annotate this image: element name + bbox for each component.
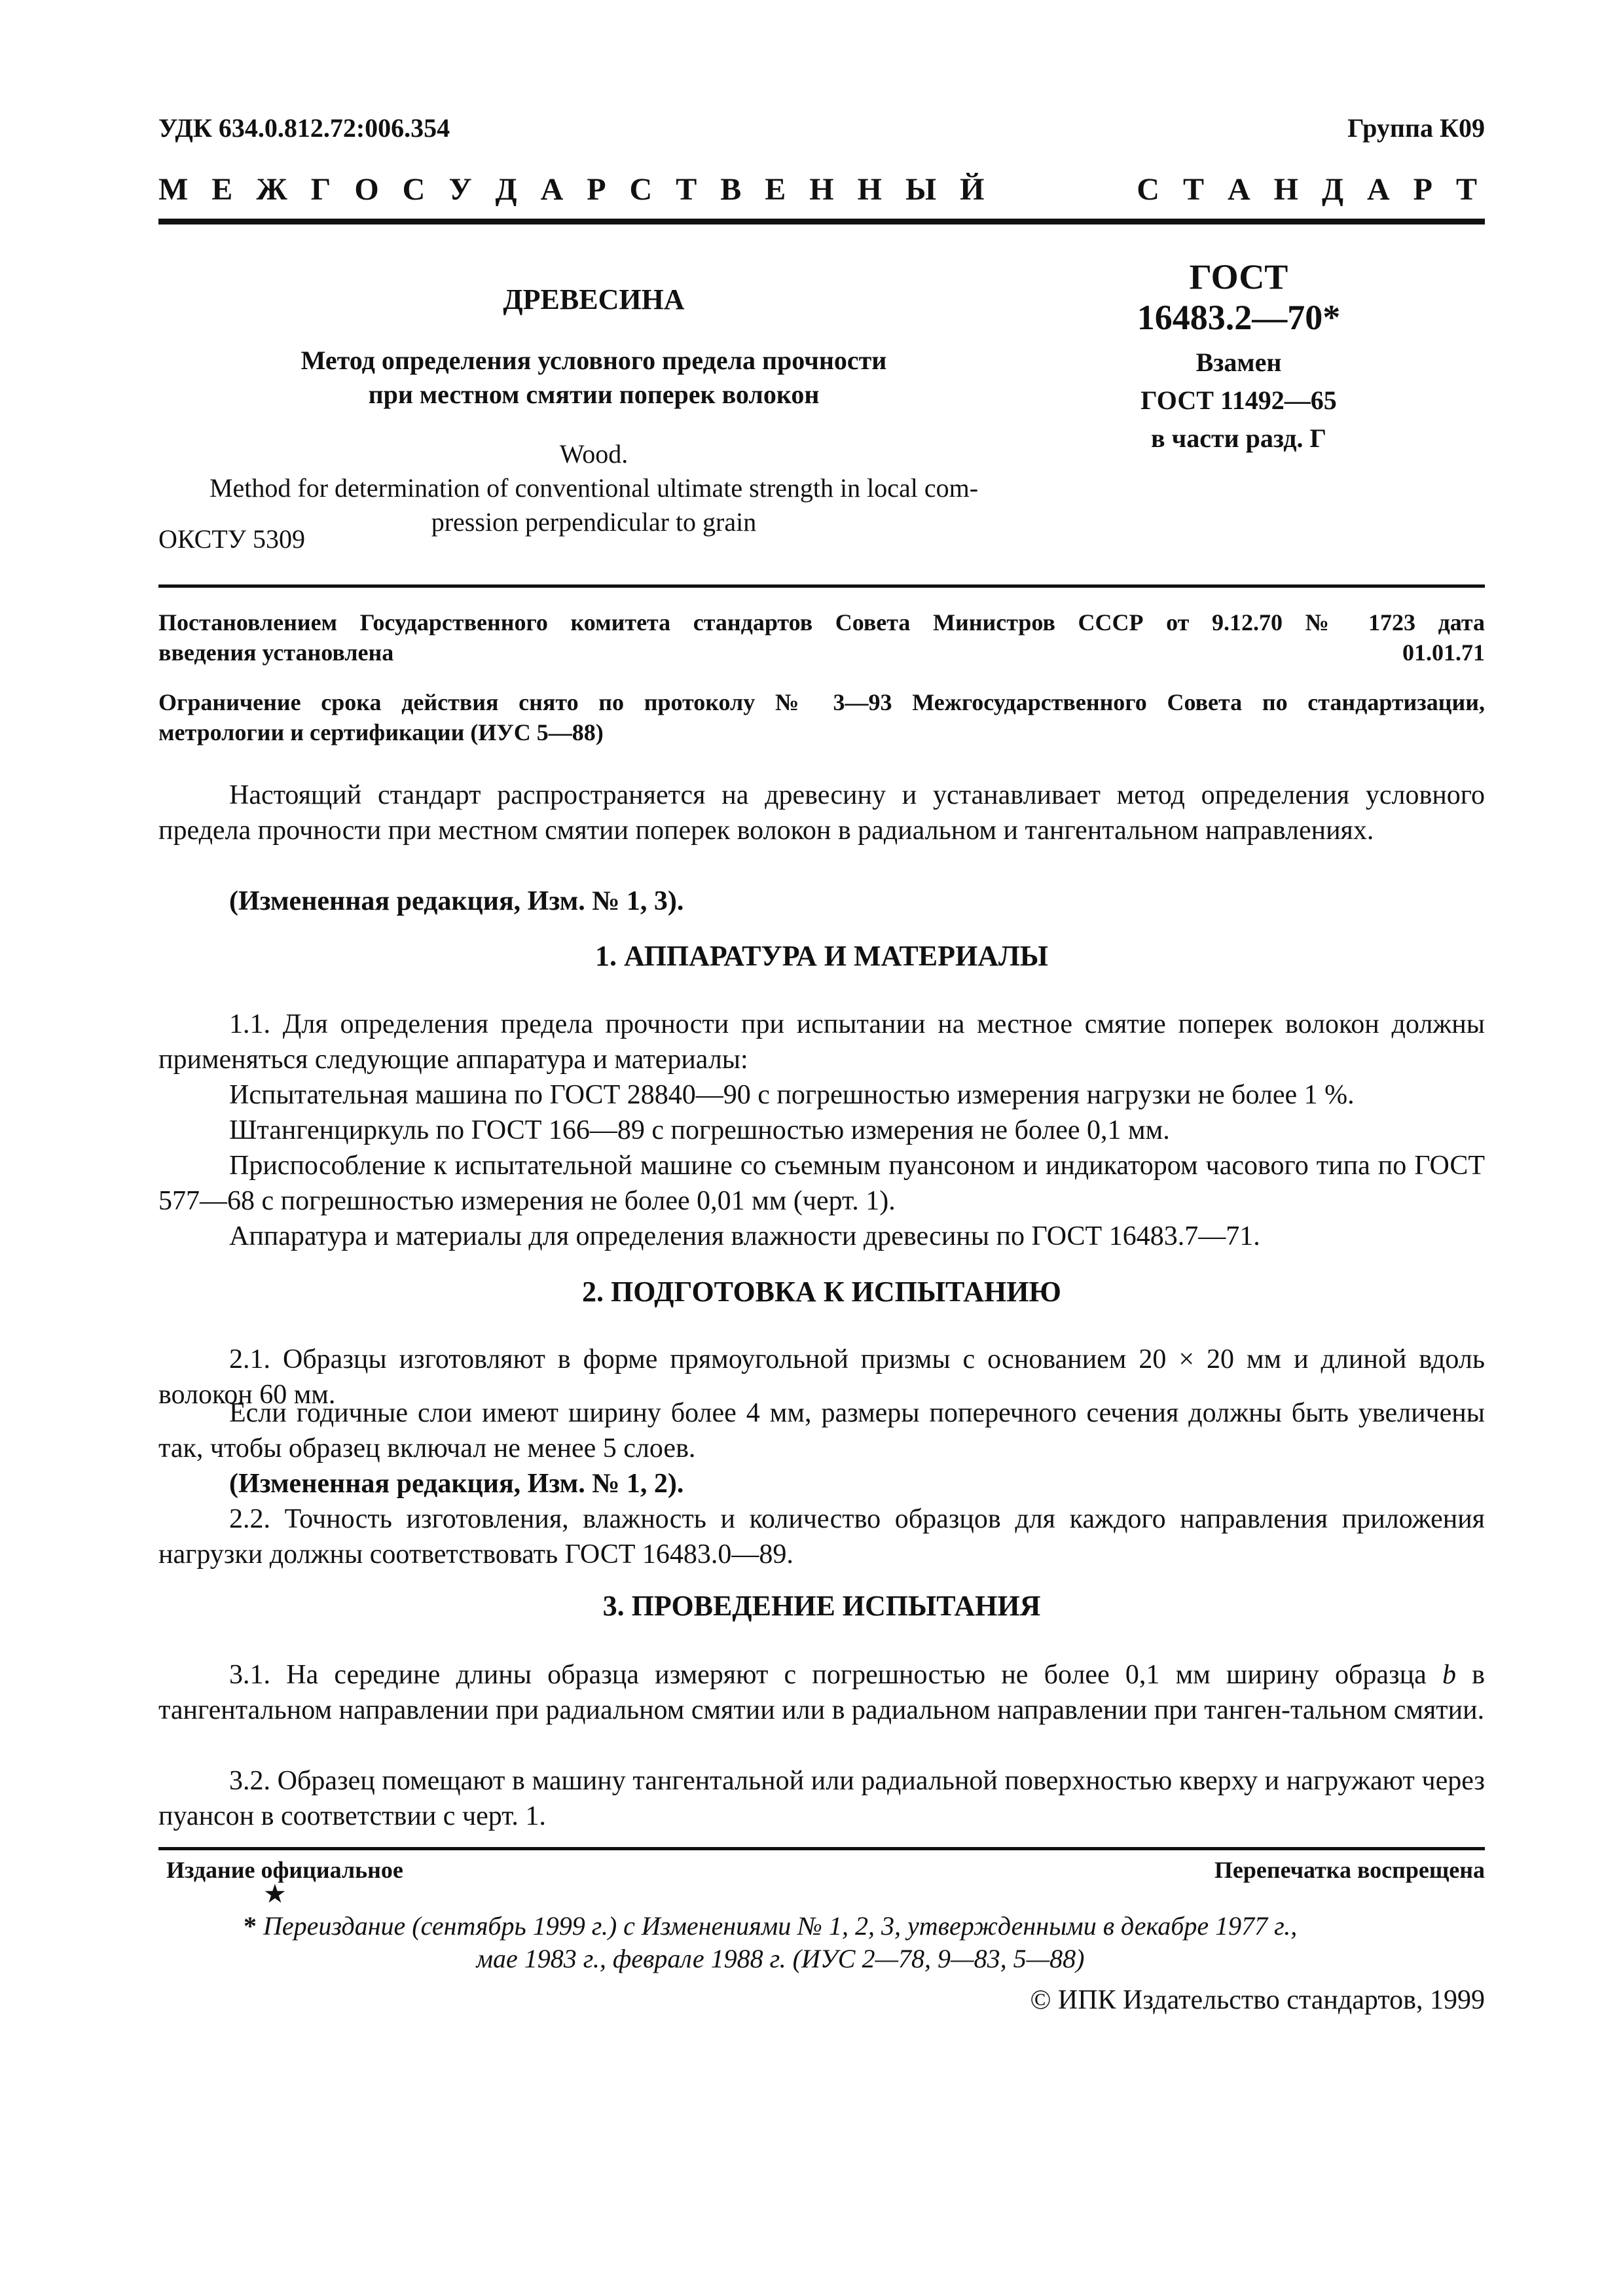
decree-line-1: Постановлением Государственного комитета стандартов Совета Министров СССР от 9.12.70 № 1723 дата xyxy=(158,609,1485,636)
section-1-1-paragraph: 1.1. Для определения предела прочности при испытании на местное смятие поперек волокон должны применяться следующие аппаратура и материалы: xyxy=(158,1009,1485,1075)
decree xyxy=(158,607,1485,668)
decree-line-2: введения установлена xyxy=(158,639,394,666)
section-3-1-paragraph xyxy=(158,1657,1485,1728)
section-1-moisture-equipment: Аппаратура и материалы для определения влажности древесины по ГОСТ 16483.7—71. xyxy=(229,1221,1260,1251)
subtitle-line-2: при местном смятии поперек волокон xyxy=(368,380,820,409)
gost-label: ГОСТ xyxy=(1189,257,1288,296)
section-2-1-paragraph: 2.1. Образцы изготовляют в форме прямоугольной призмы с основанием 20 × 20 мм и длиной вдоль волокон 60 мм. xyxy=(158,1344,1485,1410)
section-1-caliper: Штангенциркуль по ГОСТ 166—89 с погрешностью измерения не более 0,1 мм. xyxy=(229,1115,1170,1145)
section-1-heading: 1. АППАРАТУРА И МАТЕРИАЛЫ xyxy=(595,940,1048,972)
limitation-note xyxy=(158,687,1485,747)
banner-rule xyxy=(158,219,1485,224)
section-2-revision-note: (Измененная редакция, Изм. № 1, 2). xyxy=(229,1469,684,1499)
copyright-notice: © ИПК Издательство стандартов, 1999 xyxy=(1030,1985,1485,2015)
section-1-fixture: Приспособление к испытательной машине со съемным пуансоном и индикатором часового типа по ГОСТ 577—68 с погрешностью измерения не более 0,01 мм (черт. 1). xyxy=(158,1151,1485,1216)
section-1-testing-machine: Испытательная машина по ГОСТ 28840—90 с погрешностью измерения нагрузки не более 1 %. xyxy=(229,1080,1355,1110)
intro-paragraph: Настоящий стандарт распространяется на древесину и устанавливает метод определения условного предела прочности при местном смятии поперек волокон в радиальном и тангентальном направлениях. xyxy=(158,780,1485,846)
group-code: Группа К09 xyxy=(1347,113,1485,143)
intro-revision-note: (Измененная редакция, Изм. № 1, 3). xyxy=(229,886,684,916)
document-page xyxy=(158,0,1485,2296)
english-title-line-1: Wood. xyxy=(559,439,629,469)
gost-number: 16483.2—70* xyxy=(1137,298,1341,337)
section-3-1-text-b: в тангентальном направлении при радиальном смятии или в радиальном направлении при танген-тальном смятии. xyxy=(158,1660,1485,1725)
official-edition: Издание официальное xyxy=(166,1857,403,1883)
banner-standard: С Т А Н Д А Р Т xyxy=(1137,172,1485,207)
gost-replaces-label: Взамен xyxy=(1195,348,1282,377)
section-3-heading: 3. ПРОВЕДЕНИЕ ИСПЫТАНИЯ xyxy=(602,1590,1041,1622)
gost-replaced-part: в части разд. Г xyxy=(1151,423,1326,453)
document-subtitle xyxy=(158,344,1029,412)
limitation-line-1: Ограничение срока действия снято по протоколу № 3—93 Межгосударственного Совета по стандартизации, xyxy=(158,689,1485,715)
decree-effective-date: 01.01.71 xyxy=(1402,639,1485,666)
section-2-heading: 2. ПОДГОТОВКА К ИСПЫТАНИЮ xyxy=(582,1276,1061,1308)
okstu-code: ОКСТУ 5309 xyxy=(158,524,306,554)
gost-replacement xyxy=(1075,344,1402,457)
gost-replaced-number: ГОСТ 11492—65 xyxy=(1140,386,1337,415)
limitation-line-2: метрологии и сертификации (ИУС 5—88) xyxy=(158,719,604,745)
note-asterisk: * xyxy=(244,1911,257,1941)
document-title: ДРЕВЕСИНА xyxy=(503,283,685,315)
subtitle-line-1: Метод определения условного предела прочности xyxy=(301,346,887,375)
english-title-line-2: Method for determination of conventional ultimate strength in local com- xyxy=(209,473,979,503)
section-2-growth-rings: Если годичные слои имеют ширину более 4 мм, размеры поперечного сечения должны быть увеличены так, чтобы образец включал не менее 5 слоев. xyxy=(158,1398,1485,1463)
section-3-2-paragraph: 3.2. Образец помещают в машину тангентальной или радиальной поверхностью кверху и нагружают через пуансон в соответствии с черт. 1. xyxy=(158,1766,1485,1831)
star-icon: ★ xyxy=(263,1879,287,1909)
width-variable-b: b xyxy=(1442,1660,1456,1690)
section-3-1-text-a: 3.1. На середине длины образца измеряют с погрешностью не более 0,1 мм ширину образца xyxy=(229,1660,1442,1690)
reissue-note-line-1: Переиздание (сентябрь 1999 г.) с Изменениями № 1, 2, 3, утвержденными в декабре 1977 г., xyxy=(263,1911,1298,1941)
reissue-note xyxy=(244,1910,1422,1975)
english-title-line-3: pression perpendicular to grain xyxy=(431,507,757,537)
title-rule xyxy=(158,584,1485,588)
reprint-prohibited: Перепечатка воспрещена xyxy=(1214,1857,1485,1883)
section-2-2-paragraph: 2.2. Точность изготовления, влажность и количество образцов для каждого направления приложения нагрузки должны соответствовать ГОСТ 16483.0—89. xyxy=(158,1504,1485,1570)
footer-rule xyxy=(158,1847,1485,1850)
udk-code: УДК 634.0.812.72:006.354 xyxy=(158,113,450,143)
banner-interstate: М Е Ж Г О С У Д А Р С Т В Е Н Н Ы Й xyxy=(158,172,993,207)
reissue-note-line-2: мае 1983 г., феврале 1988 г. (ИУС 2—78, 9—83, 5—88) xyxy=(476,1944,1085,1973)
